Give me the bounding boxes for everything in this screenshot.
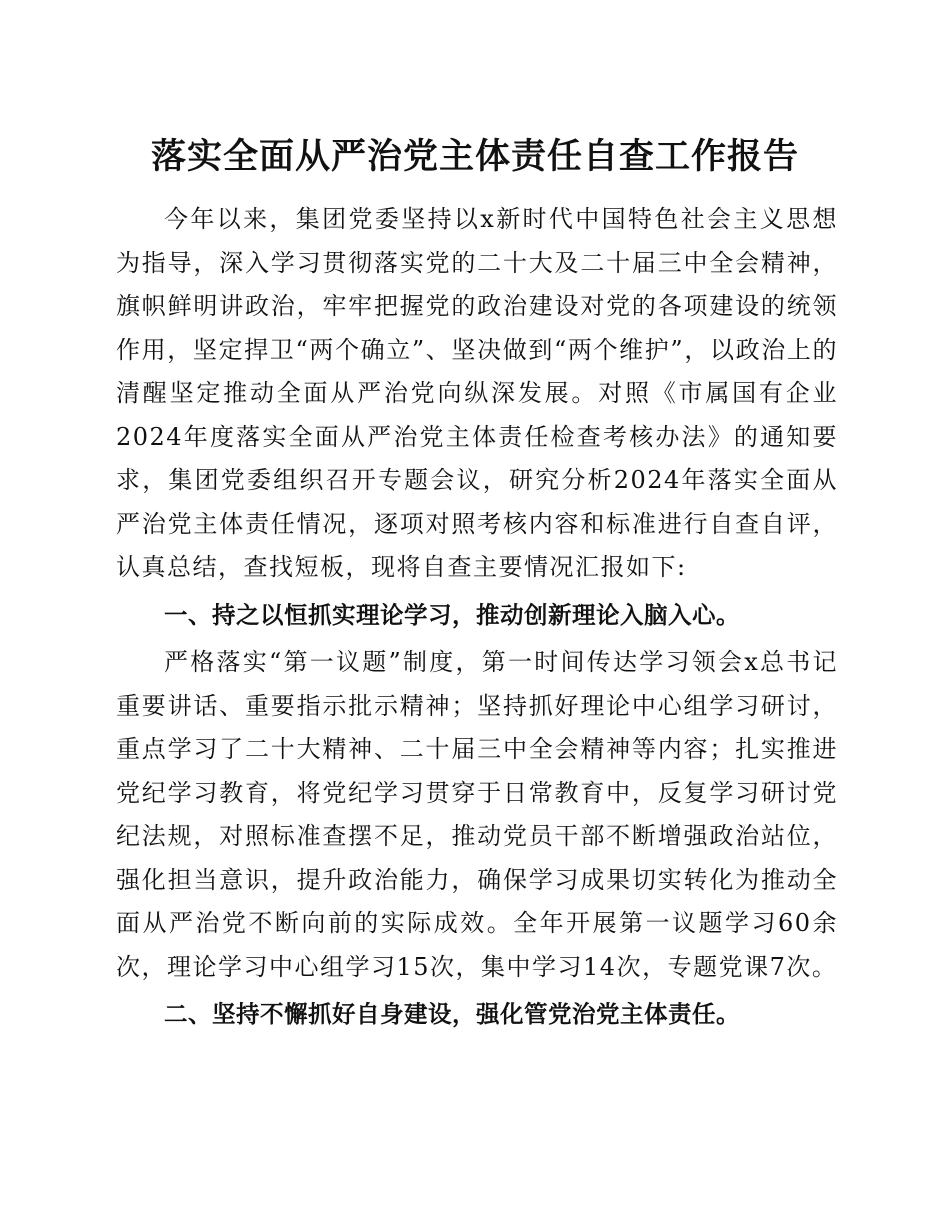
- intro-paragraph: 今年以来，集团党委坚持以x新时代中国特色社会主义思想为指导，深入学习贯彻落实党的二十大及二十届三中全会精神，旗帜鲜明讲政治，牢牢把握党的政治建设对党的各项建设的统领作用，坚定捍卫“两个确立”、坚决做到“两个维护”，以政治上的清醒坚定推动全面从严治党向纵深发展。对照《市属国有企业2024年度落实全面从严治党主体责任检查考核办法》的通知要求，集团党委组织召开专题会议，研究分析2024年落实全面从严治党主体责任情况，逐项对照考核内容和标准进行自查自评，认真总结，查找短板，现将自查主要情况汇报如下:: [116, 205, 838, 581]
- section-heading-1: 一、持之以恒抓实理论学习，推动创新理论入脑入心。: [164, 600, 740, 629]
- section-heading-2: 二、坚持不懈抓好自身建设，强化管党治党主体责任。: [164, 1000, 740, 1028]
- document-body: [116, 198, 838, 1041]
- document-title: 落实全面从严治党主体责任自查工作报告: [150, 136, 799, 177]
- section-1-paragraph: 严格落实“第一议题”制度，第一时间传达学习领会x总书记重要讲话、重要指示批示精神；坚持抓好理论中心组学习研讨，重点学习了二十大精神、二十届三中全会精神等内容；扎实推进党纪学习教育，将党纪学习贯穿于日常教育中，反复学习研讨党纪法规，对照标准查摆不足，推动党员干部不断增强政治站位，强化担当意识，提升政治能力，确保学习成果切实转化为推动全面从严治党不断向前的实际成效。全年开展第一议题学习60余次，理论学习中心组学习15次，集中学习14次，专题党课7次。: [116, 648, 838, 981]
